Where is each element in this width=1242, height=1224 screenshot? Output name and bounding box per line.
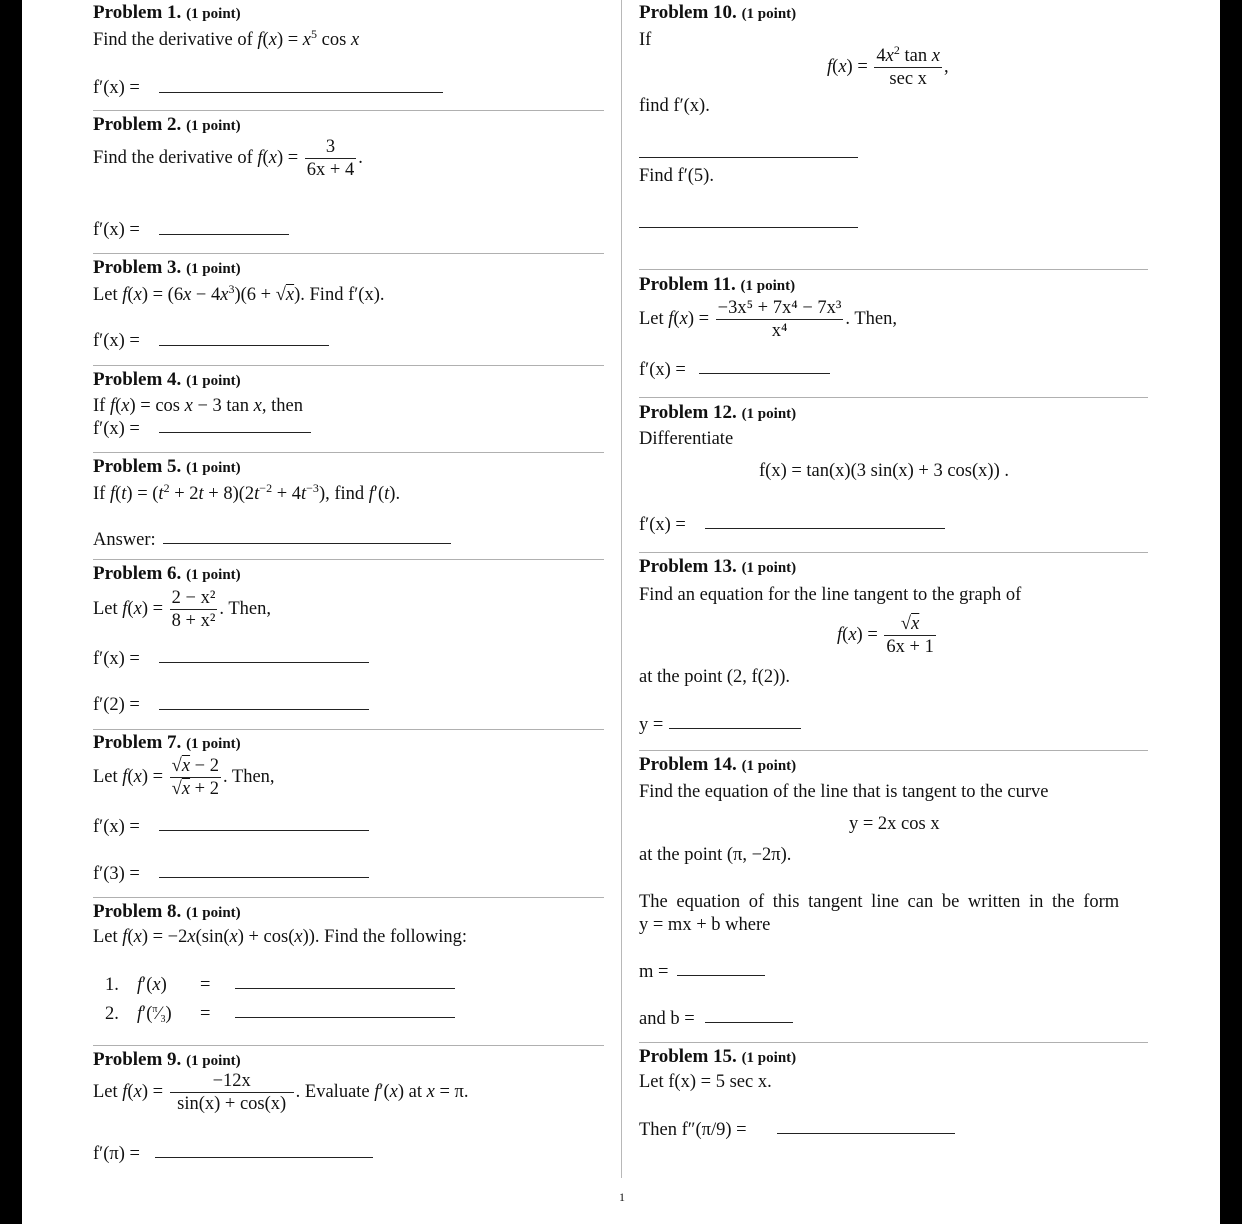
b-answer-blank[interactable]	[705, 1022, 793, 1023]
problem-statement: find f′(x).	[639, 96, 710, 116]
problem-title: Problem 8. (1 point)	[93, 901, 241, 922]
problem-statement: Let f(x) = $\frac{√x - 2}{√x + 2}$ . Then,	[93, 756, 275, 799]
problem-title: Problem 11. (1 point)	[639, 274, 796, 295]
answer-blank[interactable]	[159, 709, 369, 710]
answer-blank[interactable]	[159, 830, 369, 831]
problem-statement: Find the derivative of f(x) = $\frac{3}{6x + 4}$ .	[93, 137, 363, 180]
problem-title: Problem 10. (1 point)	[639, 2, 797, 23]
separator	[639, 552, 1148, 553]
answer-label: y =	[639, 715, 664, 735]
problem-title: Problem 2. (1 point)	[93, 114, 241, 135]
problem-statement: If $f(t) = (t^2 + 2t + 8)(2t^{-2} + 4t^{-3})$, find f′(t).	[93, 481, 401, 504]
answer-label: f′(3) =	[93, 864, 140, 884]
equals-sign: =	[200, 975, 211, 995]
separator	[93, 452, 604, 453]
problem-title: Problem 1. (1 point)	[93, 2, 241, 23]
answer-label: f′(x) =	[639, 515, 686, 535]
answer-label: f′(x) =	[639, 360, 686, 380]
problem-statement: Find the derivative of $f(x) = x^5$ cos x	[93, 27, 360, 50]
answer-label: f′(x) =	[93, 220, 140, 240]
problem-statement: Find the equation of the line that is tangent to the curve	[639, 782, 1049, 802]
item-number: 1.	[105, 975, 119, 995]
answer-blank[interactable]	[163, 543, 451, 544]
answer-blank[interactable]	[159, 662, 369, 663]
answer-blank[interactable]	[705, 528, 945, 529]
separator	[639, 750, 1148, 751]
m-answer-blank[interactable]	[677, 975, 765, 976]
separator	[93, 365, 604, 366]
answer-label: f′(2) =	[93, 695, 140, 715]
item-number: 2.	[105, 1004, 119, 1024]
problem-statement: at the point (2, f(2)).	[639, 667, 791, 687]
answer-label: m =	[639, 962, 669, 982]
problem-title: Problem 14. (1 point)	[639, 754, 797, 775]
answer-blank[interactable]	[699, 373, 830, 374]
problem-statement: Find an equation for the line tangent to the graph of	[639, 585, 1022, 605]
separator	[93, 559, 604, 560]
problem-statement: If f(x) = cos x − 3 tan x, then	[93, 396, 303, 416]
answer-label: Then f″(π/9) =	[639, 1120, 747, 1140]
problem-title: Problem 12. (1 point)	[639, 402, 797, 423]
answer-label: and b =	[639, 1009, 695, 1029]
worksheet-page	[22, 0, 1220, 1224]
separator	[639, 269, 1148, 270]
answer-label: f′(x) =	[93, 649, 140, 669]
separator	[93, 110, 604, 111]
problem-statement: Let $f(x) = (6x - 4x^3)(6 + √x)$. Find f′(x).	[93, 282, 385, 305]
problem-statement: Let f(x) = 5 sec x.	[639, 1072, 772, 1092]
answer-blank[interactable]	[159, 877, 369, 878]
problem-title: Problem 15. (1 point)	[639, 1046, 797, 1067]
answer-blank[interactable]	[777, 1133, 955, 1134]
separator	[93, 1045, 604, 1046]
column-divider	[621, 0, 622, 1178]
problem-statement: at the point (π, −2π).	[639, 845, 792, 865]
curve-equation: y = 2x cos x	[849, 814, 940, 834]
answer-blank[interactable]	[159, 234, 289, 235]
problem-statement: The equation of this tangent line can be written in the form	[639, 892, 1120, 912]
answer-label: Answer:	[93, 530, 156, 550]
problem-title: Problem 4. (1 point)	[93, 369, 241, 390]
answer-blank[interactable]	[155, 1157, 373, 1158]
separator	[93, 253, 604, 254]
answer-blank[interactable]	[235, 1017, 455, 1018]
problem-title: Problem 9. (1 point)	[93, 1049, 241, 1070]
problem-statement: Let f(x) = $\frac{\text{2 − x²}}{\text{8 + x²}}$ . Then,	[93, 588, 271, 631]
separator	[93, 729, 604, 730]
answer-blank[interactable]	[639, 157, 858, 158]
answer-label: f′(x) =	[93, 331, 140, 351]
problem-title: Problem 13. (1 point)	[639, 556, 797, 577]
equals-sign: =	[200, 1004, 211, 1024]
answer-blank[interactable]	[159, 432, 311, 433]
problem-title: Problem 7. (1 point)	[93, 732, 241, 753]
problem-title: Problem 3. (1 point)	[93, 257, 241, 278]
answer-blank[interactable]	[235, 988, 455, 989]
separator	[93, 897, 604, 898]
answer-blank[interactable]	[669, 728, 801, 729]
function-definition: f(x) = tan(x)(3 sin(x) + 3 cos(x)) .	[759, 461, 1009, 481]
problem-statement: Let f(x) = −2x(sin(x) + cos(x)). Find the following:	[93, 927, 468, 947]
answer-blank[interactable]	[159, 345, 329, 346]
page-number: 1	[619, 1190, 625, 1204]
problem-statement: Differentiate	[639, 429, 734, 449]
problem-statement: Let f(x) = $\frac{-12x}{\sin(x) + \cos(x)}$ . Evaluate f′(x) at x = π.	[93, 1071, 469, 1114]
separator	[639, 397, 1148, 398]
problem-statement: If	[639, 30, 652, 50]
answer-label: f′(x) =	[93, 419, 140, 439]
problem-title: Problem 6. (1 point)	[93, 563, 241, 584]
item-expression: f′(x)	[137, 975, 167, 995]
function-definition: f(x) = $\frac{√x}{6x + 1}$	[837, 614, 934, 657]
separator	[639, 1042, 1148, 1043]
answer-label: f′(x) =	[93, 817, 140, 837]
answer-label: f′(π) =	[93, 1144, 140, 1164]
problem-statement: y = mx + b where	[639, 915, 771, 935]
item-expression: f′($^\pi$⁄3)	[137, 1004, 172, 1025]
function-definition: f(x) = $\frac{4x^2 \tan x}{\text{sec x}}$ ,	[827, 43, 949, 89]
answer-blank[interactable]	[159, 92, 443, 93]
problem-statement: Find f′(5).	[639, 166, 714, 186]
answer-blank[interactable]	[639, 227, 858, 228]
problem-statement: Let f(x) = $\frac{\text{−3x⁵ + 7x⁴ − 7x³}}{\text{x⁴}}$ . Then,	[639, 298, 897, 341]
problem-title: Problem 5. (1 point)	[93, 456, 241, 477]
answer-label: f′(x) =	[93, 78, 140, 98]
